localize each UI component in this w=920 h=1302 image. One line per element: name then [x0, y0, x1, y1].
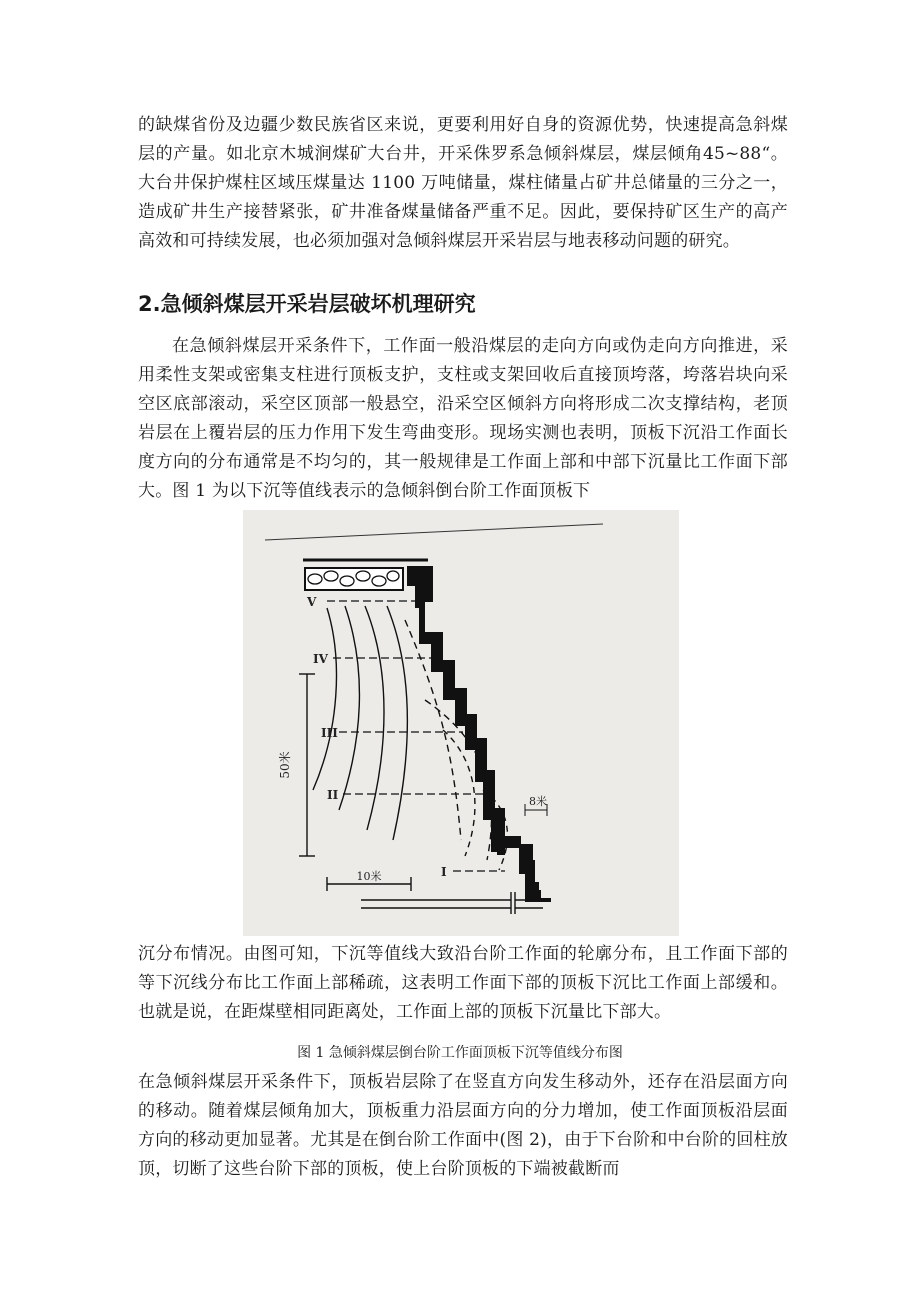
- vertical-scale-label: 50米: [278, 751, 292, 779]
- level-lines: [327, 601, 505, 871]
- contour-curve-2: [339, 606, 359, 810]
- contour-diagram: [243, 510, 679, 936]
- contour-curve-3: [365, 606, 384, 830]
- top-reference-line: [265, 524, 603, 540]
- contour-label-ii: II: [327, 788, 339, 802]
- paragraph-analysis: 沉分布情况。由图可知，下沉等值线大致沿台阶工作面的轮廓分布，且工作面下部的等下沉线分布比工作面上部稀疏，这表明工作面下部的顶板下沉比工作面上部缓和。也就是说，在距煤壁相同距离处，工作面上部的顶板下沉量比下部大。: [138, 944, 788, 1022]
- figure-caption: 图 1 急倾斜煤层倒台阶工作面顶板下沉等值线分布图: [297, 1045, 623, 1061]
- paragraph-intro: 的缺煤省份及边疆少数民族省区来说，更要利用好自身的资源优势，快速提高急斜煤层的产量。如北京木城涧煤矿大台井，开采侏罗系急倾斜煤层，煤层倾角45~88“。大台井保护煤柱区域压煤量达 1100 万吨储量，煤柱储量占矿井总储量的三分之一，造成矿井生产接替紧张，矿井准备煤量储备严重不足。因此，要保持矿区生产的高产高效和可持续发展，也必须加强对急倾斜煤层开采岩层与地表移动问题的研究。: [138, 115, 788, 251]
- bottom-roadway: [361, 892, 543, 914]
- contour-label-iii: III: [321, 726, 338, 740]
- stepped-working-face: [407, 566, 551, 902]
- paragraph-layer-movement: 在急倾斜煤层开采条件下，顶板岩层除了在竖直方向发生移动外，还存在沿层面方向的移动。随着煤层倾角加大，顶板重力沿层面方向的分力增加，使工作面顶板沿层面方向的移动更加显著。尤其是在倒台阶工作面中(图 2)，由于下台阶和中台阶的回柱放顶，切断了这些台阶下部的顶板，使上台阶顶板的下端被截断而: [138, 1072, 788, 1179]
- section-heading: 2.急倾斜煤层开采岩层破坏机理研究: [138, 292, 476, 316]
- step-width-label: 8米: [529, 795, 547, 808]
- figure-subsidence-contours: [243, 510, 679, 936]
- contour-curve-1: [313, 608, 336, 790]
- contour-label-iv: IV: [313, 652, 328, 666]
- paragraph-mechanism: 在急倾斜煤层开采条件下，工作面一般沿煤层的走向方向或伪走向方向推进，采用柔性支架或密集支柱进行顶板支护，支柱或支架回收后直接顶垮落，垮落岩块向采空区底部滚动，采空区顶部一般悬空，沿采空区倾斜方向将形成二次支撑结构，老顶岩层在上覆岩层的压力作用下发生弯曲变形。现场实测也表明，顶板下沉沿工作面长度方向的分布通常是不均匀的，其一般规律是工作面上部和中部下沉量比工作面下部大。图 1 为以下沉等值线表示的急倾斜倒台阶工作面顶板下: [138, 336, 788, 501]
- contour-curve-4: [387, 606, 407, 840]
- horizontal-scale-label: 10米: [356, 870, 382, 883]
- contour-label-v: V: [307, 595, 317, 609]
- contour-label-i: I: [441, 865, 447, 879]
